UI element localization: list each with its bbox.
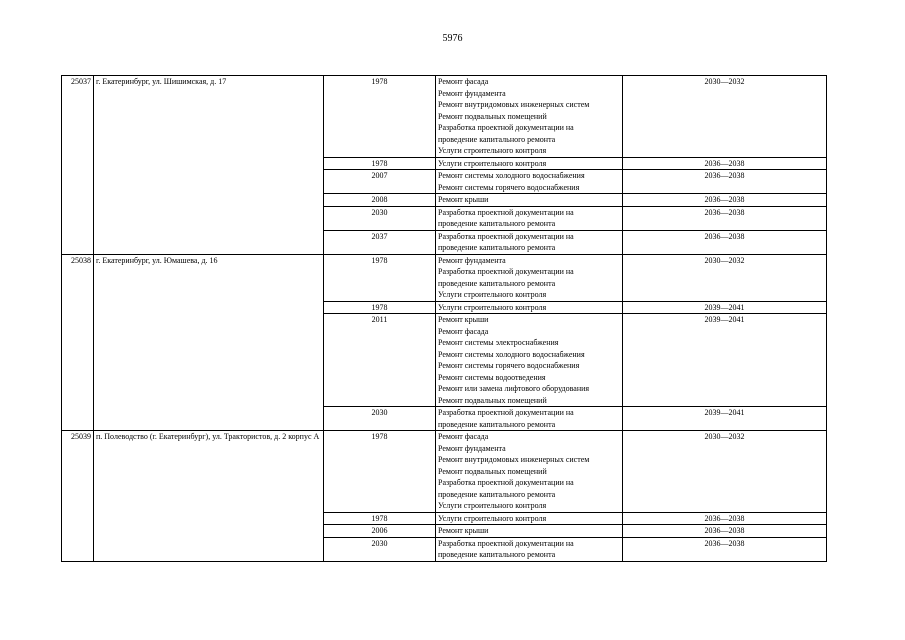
year-cell: 1978 [324, 254, 436, 301]
work-list-cell [436, 230, 623, 254]
period-cell: 2030—2032 [623, 431, 827, 513]
period-cell: 2039—2041 [623, 314, 827, 407]
work-list-cell [436, 76, 623, 158]
work-list-cell [436, 206, 623, 230]
period-cell: 2039—2041 [623, 407, 827, 431]
year-cell: 1978 [324, 512, 436, 525]
work-list-cell [436, 194, 623, 207]
period-cell: 2039—2041 [623, 301, 827, 314]
work-list-cell [436, 525, 623, 538]
work-item: Ремонт системы электроснабжения [438, 338, 559, 347]
year-cell: 2007 [324, 170, 436, 194]
building-address: п. Полеводство (г. Екатеринбург), ул. Трактористов, д. 2 корпус А [94, 431, 324, 562]
work-item: Ремонт системы горячего водоснабжения [438, 361, 580, 370]
work-list-cell [436, 537, 623, 561]
year-cell: 1978 [324, 76, 436, 158]
table-row [62, 431, 827, 513]
work-item: Ремонт фасада [438, 432, 489, 441]
work-item: проведение капитального ремонта [438, 419, 556, 429]
page-number: 5976 [442, 33, 463, 44]
year-cell: 2030 [324, 407, 436, 431]
building-id: 25037 [62, 76, 94, 255]
work-item: Ремонт крыши [438, 526, 489, 535]
work-item: проведение капитального ремонта [438, 219, 556, 228]
work-item: Ремонт фундамента [438, 88, 506, 98]
work-item: Ремонт или замена лифтового оборудования [438, 384, 590, 393]
building-id: 25039 [62, 431, 94, 562]
work-item: Разработка проектной документации на [438, 207, 574, 217]
work-item: Разработка проектной документации на [438, 231, 574, 241]
work-item: Ремонт подвальных помещений [438, 395, 547, 405]
year-cell: 2030 [324, 537, 436, 561]
table-row [62, 76, 827, 158]
building-address: г. Екатеринбург, ул. Шишимская, д. 17 [94, 76, 324, 255]
work-list-cell [436, 407, 623, 431]
work-list-cell [436, 254, 623, 301]
year-cell: 1978 [324, 157, 436, 170]
work-item: Услуги строительного контроля [438, 501, 547, 510]
work-item: Услуги строительного контроля [438, 513, 547, 523]
year-cell: 2011 [324, 314, 436, 407]
year-cell: 2008 [324, 194, 436, 207]
work-item: проведение капитального ремонта [438, 134, 556, 144]
work-item: Ремонт системы водоотведения [438, 372, 546, 382]
work-item: Разработка проектной документации на [438, 408, 574, 417]
work-item: Ремонт фасада [438, 77, 489, 86]
work-item: Ремонт системы горячего водоснабжения [438, 182, 580, 192]
year-cell: 1978 [324, 301, 436, 314]
work-item: Ремонт крыши [438, 195, 489, 204]
work-list-cell [436, 157, 623, 170]
period-cell: 2036—2038 [623, 230, 827, 254]
work-item: Ремонт фундамента [438, 255, 506, 265]
period-cell: 2036—2038 [623, 170, 827, 194]
period-cell: 2036—2038 [623, 537, 827, 561]
work-item: Ремонт подвальных помещений [438, 466, 547, 476]
period-cell: 2036—2038 [623, 512, 827, 525]
work-item: Ремонт внутридомовых инженерных систем [438, 455, 590, 464]
work-item: Услуги строительного контроля [438, 158, 547, 168]
work-list-cell [436, 431, 623, 513]
period-cell: 2036—2038 [623, 206, 827, 230]
work-item: Ремонт внутридомовых инженерных систем [438, 100, 590, 109]
repair-schedule-table [61, 75, 827, 562]
work-item: Разработка проектной документации на [438, 267, 574, 276]
period-cell: 2036—2038 [623, 525, 827, 538]
work-list-cell [436, 512, 623, 525]
work-item: Услуги строительного контроля [438, 146, 547, 155]
period-cell: 2036—2038 [623, 157, 827, 170]
work-list-cell [436, 301, 623, 314]
year-cell: 2030 [324, 206, 436, 230]
period-cell: 2036—2038 [623, 194, 827, 207]
work-item: проведение капитального ремонта [438, 243, 556, 252]
period-cell: 2030—2032 [623, 76, 827, 158]
work-item: Ремонт фасада [438, 326, 489, 336]
work-list-cell [436, 314, 623, 407]
work-item: Ремонт системы холодного водоснабжения [438, 171, 585, 180]
work-item: Разработка проектной документации на [438, 538, 574, 548]
work-list-cell [436, 170, 623, 194]
building-id: 25038 [62, 254, 94, 431]
table-row [62, 254, 827, 301]
work-item: Разработка проектной документации на [438, 478, 574, 487]
period-cell: 2030—2032 [623, 254, 827, 301]
year-cell: 2037 [324, 230, 436, 254]
work-item: Ремонт крыши [438, 315, 489, 324]
work-item: проведение капитального ремонта [438, 550, 556, 559]
year-cell: 2006 [324, 525, 436, 538]
work-item: проведение капитального ремонта [438, 489, 556, 499]
schedule-body [62, 76, 827, 562]
work-item: Услуги строительного контроля [438, 290, 547, 299]
work-item: проведение капитального ремонта [438, 278, 556, 288]
work-item: Ремонт фундамента [438, 443, 506, 453]
year-cell: 1978 [324, 431, 436, 513]
work-item: Ремонт системы холодного водоснабжения [438, 349, 585, 359]
building-address: г. Екатеринбург, ул. Юмашева, д. 16 [94, 254, 324, 431]
work-item: Ремонт подвальных помещений [438, 111, 547, 121]
work-item: Разработка проектной документации на [438, 123, 574, 132]
work-item: Услуги строительного контроля [438, 302, 547, 312]
